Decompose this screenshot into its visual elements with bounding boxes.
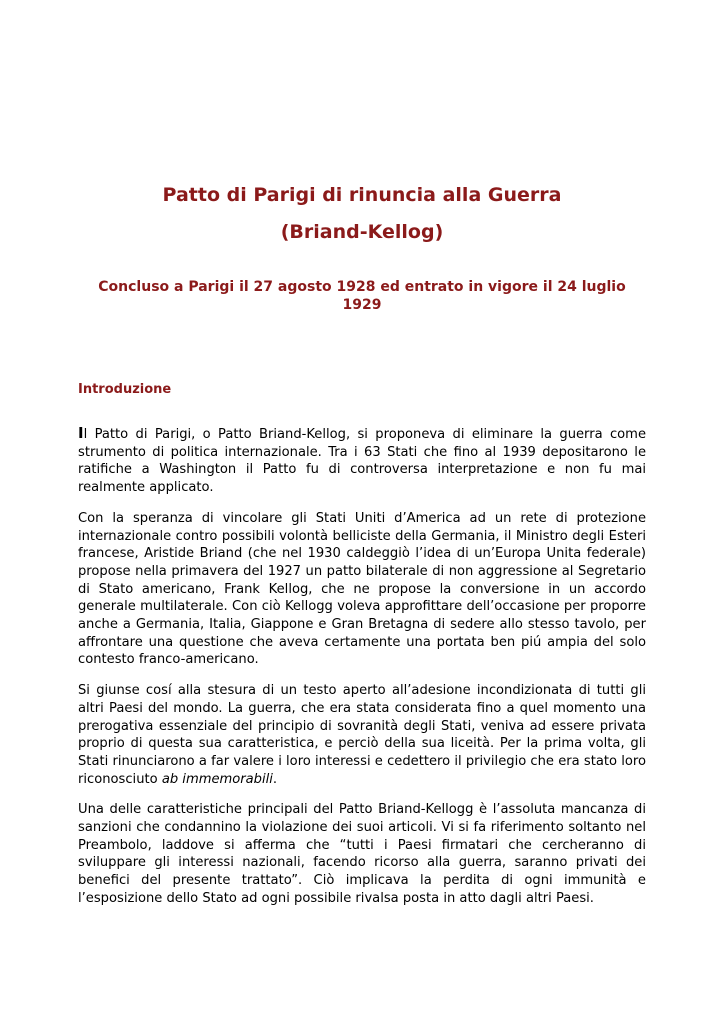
section-heading-introduzione: Introduzione (78, 382, 172, 397)
paragraph-4: Una delle caratteristiche principali del Patto Briand-Kellogg è l’assoluta mancanza di sanzioni che condannino la violazione dei suoi articoli. Vi si fa riferimento soltanto nel Preambolo, laddove si afferma che “tutti i Paesi firmatari che cercheranno di sviluppare gli interessi nazionali, facendo ricorso alla guerra, saranno privati dei benefici del presente trattato”. Ciò implicava la perdita di ogni immunità e l’esposizione dello Stato ad ogni possibile rivalsa posta in atto dagli altri Paesi. (78, 802, 646, 906)
paragraph-3-italic-phrase: ab immemorabili (161, 771, 273, 787)
paragraph-1 (78, 425, 646, 497)
paragraph-2: Con la speranza di vincolare gli Stati Uniti d’America ad un rete di protezione internazionale contro possibili volontà belliciste della Germania, il Ministro degli Esteri francese, Aristide Briand (che nel 1930 caldeggiò l’idea di un’Europa Unita federale) propose nella primavera del 1927 un patto bilaterale di non aggressione al Segretario di Stato americano, Frank Kellog, che ne propose la conversione in un accordo generale multilaterale. Con ciò Kellogg voleva approfittare dell’occasione per proporre anche a Germania, Italia, Giappone e Gran Bretagna di sedere allo stesso tavolo, per affrontare una questione che aveva certamente una portata ben piú ampia del solo contesto franco-americano. (78, 510, 646, 668)
document-title-line2: (Briand-Kellog) (280, 221, 444, 243)
document-title-line1: Patto di Parigi di rinuncia alla Guerra (162, 184, 562, 206)
paragraph-1-text: l Patto di Parigi, o Patto Briand-Kellog, si proponeva di eliminare la guerra come strumento di politica internazionale. Tra i 63 Stati che fino al 1939 depositarono le ratifiche a Washington il Patto fu di controversa interpretazione e non fu mai realmente applicato. (78, 427, 646, 496)
paragraph-3-text: Si giunse cosí alla stesura di un testo aperto all’adesione incondizionata di tutti gli altri Paesi del mondo. La guerra, che era stata considerata fino a quel momento una prerogativa essenziale del principio di sovranità degli Stati, veniva ad essere privata proprio di questa sua caratteristica, e perciò della sua liceità. Per la prima volta, gli Stati rinunciarono a far valere i loro interessi e cedettero il privilegio che era stato loro riconosciuto (78, 683, 646, 787)
document-body (78, 425, 646, 921)
document-subtitle: Concluso a Parigi il 27 agosto 1928 ed entrato in vigore il 24 luglio 1929 (98, 279, 626, 313)
paragraph-3-end: . (272, 771, 278, 787)
paragraph-3 (78, 682, 646, 788)
paragraph-1-initial: I (78, 424, 84, 442)
